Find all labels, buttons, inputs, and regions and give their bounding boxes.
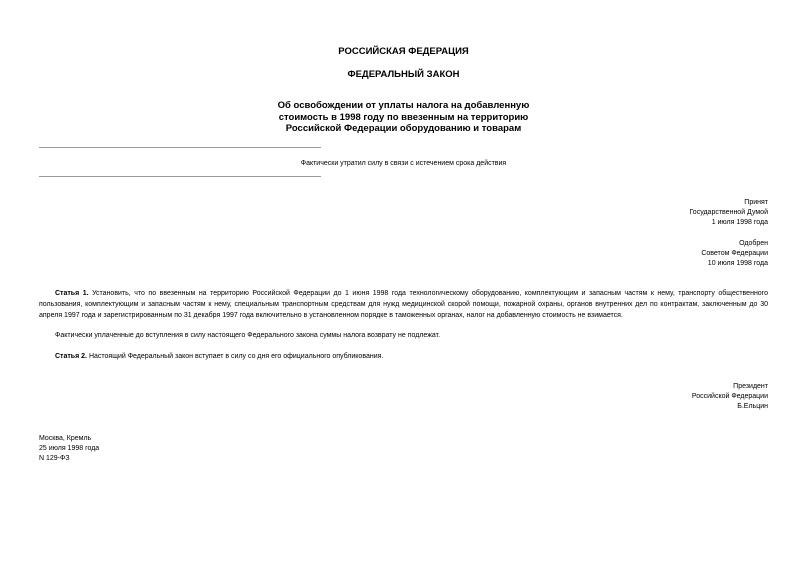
adopted-block [689, 198, 768, 228]
signature-line: Российской Федерации [691, 393, 768, 400]
header-doc-type: ФЕДЕРАЛЬНЫЙ ЗАКОН [347, 69, 460, 80]
approved-line: Одобрен [739, 240, 768, 247]
approved-block [701, 239, 768, 269]
date-line: 25 июля 1998 года [39, 445, 100, 452]
article-2 [39, 351, 768, 362]
place-date-block [39, 434, 99, 464]
adopted-line: Государственной Думой [689, 209, 768, 216]
place-line: Москва, Кремль [39, 435, 92, 442]
signature-block [692, 382, 768, 412]
law-number: N 129-ФЗ [39, 455, 70, 462]
adopted-line: Принят [744, 199, 768, 206]
article-1-text: Установить, что по ввезенным на территорию Российской Федерации до 1 июня 1998 года технологическому оборудованию, комплектующим и запасным частям к нему, транспорту общественного пользования, комплектующим и запасным частям к нему, специальным транспортным средствам для нужд медицинской скорой помощи, пожарной охраны, органов внутренних дел по контрактам, заключенным до 30 апреля 1997 года и зарегистрированным по 31 декабря 1997 года включительно в установленном порядке в таможенных органах, налог на добавленную стоимость не взимается. [39, 290, 768, 319]
header-country: РОССИЙСКАЯ ФЕДЕРАЦИЯ [338, 46, 469, 57]
adopted-line: 1 июля 1998 года [711, 219, 768, 226]
signature-line: Б.Ельцин [737, 403, 768, 410]
article-2-text: Настоящий Федеральный закон вступает в силу со дня его официального опубликования. [88, 353, 384, 360]
title-line: стоимость в 1998 году по ввезенным на территорию [278, 111, 529, 123]
article-1-note: Фактически уплаченные до вступления в силу настоящего Федерального закона суммы налога возврату не подлежат. [55, 332, 441, 339]
article-1 [39, 288, 768, 321]
article-2-label: Статья 2. [55, 353, 87, 360]
divider-bottom [39, 176, 321, 177]
title-line: Об освобождении от уплаты налога на добавленную [277, 100, 530, 111]
article-1-label: Статья 1. [55, 290, 89, 297]
title-line: Российской Федерации оборудованию и товарам [285, 123, 522, 134]
divider-top [39, 147, 321, 148]
approved-line: 10 июля 1998 года [707, 260, 768, 267]
approved-line: Советом Федерации [701, 250, 768, 257]
validity-notice: Фактически утратил силу в связи с истечением срока действия [300, 160, 507, 167]
document-title [0, 100, 807, 135]
signature-line: Президент [733, 383, 768, 390]
